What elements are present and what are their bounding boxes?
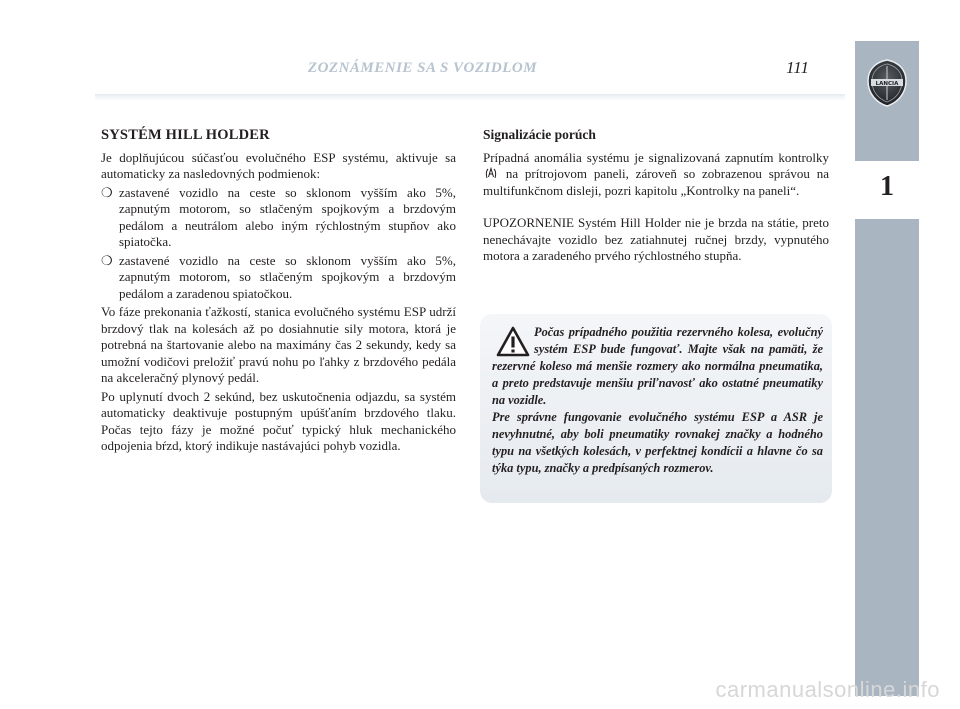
bullet-text: zastavené vozidlo na ceste so sklonom vyšším ako 5%, zapnutým motorom, so stlačeným spojkovým a brzdovým pedálom a zaradenou spiatočkou.: [119, 252, 456, 301]
caution-paragraph: UPOZORNENIE Systém Hill Holder nie je brzda na státie, preto nenechávajte vozidlo bez zatiahnutej ručnej brzdy, vypnutého motora a zaradeného prvého rýchlostného stupňa.: [483, 215, 829, 263]
fault-text-start: Prípadná anomália systému je signalizovaná zapnutím kontrolky: [483, 149, 829, 165]
bullet-marker-icon: ❍: [101, 252, 113, 268]
fault-signal-paragraph: [483, 150, 829, 200]
warning-text-tyres: Pre správne fungovanie evolučného systému ESP a ASR je nevyhnutné, aby boli pneumatiky rovnakej značky a hodného typu na všetkých kolesách, v perfektnej kondícii a hlavne čo sa týka typu, značky a predpísaných rozmerov.: [492, 410, 823, 475]
chapter-number: 1: [880, 171, 894, 202]
warning-triangle-icon: [496, 326, 530, 358]
chapter-side-tab: [855, 41, 919, 696]
condition-bullet: [101, 253, 456, 303]
bullet-text: zastavené vozidlo na ceste so sklonom vyšším ako 5%, zapnutým motorom, so stlačeným spojkovým a brzdovým pedálom a neutrálom alebo iným rýchlostným stupňov ako spiatočka.: [119, 184, 456, 249]
warning-text-spare-wheel: Počas prípadného použitia rezervného kolesa, evolučný systém ESP bude fungovať. Majte však na pamäti, že rezervné koleso má menšie rozmery ako normálna pneumatika, a preto predstavuje menšiu priľnavosť ako ostatné pneumatiky na vozidle.: [492, 325, 823, 407]
intro-paragraph: Je doplňujúcou súčasťou evolučného ESP systému, aktivuje sa automaticky za nasledovných podmienok:: [101, 149, 456, 181]
running-header-title: ZOZNÁMENIE SA S VOZIDLOM: [307, 60, 538, 76]
fault-text-end: na prítrojovom paneli, zároveň so zobrazenou správou na multifunkčnom disleji, pozri kapitolu „Kontrolky na paneli“.: [483, 166, 829, 198]
warning-box: [480, 314, 832, 503]
header-divider: [95, 94, 845, 101]
right-column: [483, 127, 829, 267]
body-paragraph: Vo fáze prekonania ťažkostí, stanica evolučného systému ESP udrží brzdový tlak na kolesách až po dosiahnutie sily motora, ktorá je potrebná na štartovanie alebo na maximány čas 2 sekundy, kedy sa umožní vodičovi preložiť pravú nohu po ľahky z brzdového pedála na akceleračný plynový pedál.: [101, 304, 456, 385]
condition-bullet: [101, 185, 456, 251]
page-number: 111: [786, 58, 809, 77]
esp-warning-light-icon: [485, 167, 497, 179]
body-paragraph: Po uplynutí dvoch 2 sekúnd, bez uskutočnenia odjazdu, sa systém automaticky deaktivuje postupným upúšťaním brzdového tlaku. Počas tejto fázy je možné počuť typický hluk mechanického odpojenia bŕzd, ktorý indikuje nastávajúci pohyb vozidla.: [101, 388, 456, 453]
subsection-heading: Signalizácie porúch: [483, 127, 596, 142]
bullet-marker-icon: ❍: [101, 184, 113, 200]
lancia-logo-text: LANCIA: [875, 81, 899, 87]
section-heading: SYSTÉM HILL HOLDER: [101, 127, 270, 143]
left-column: [101, 127, 456, 457]
warning-text: [492, 324, 823, 477]
watermark: carmanualsonline.info: [715, 677, 940, 702]
lancia-logo-icon: [866, 59, 908, 107]
